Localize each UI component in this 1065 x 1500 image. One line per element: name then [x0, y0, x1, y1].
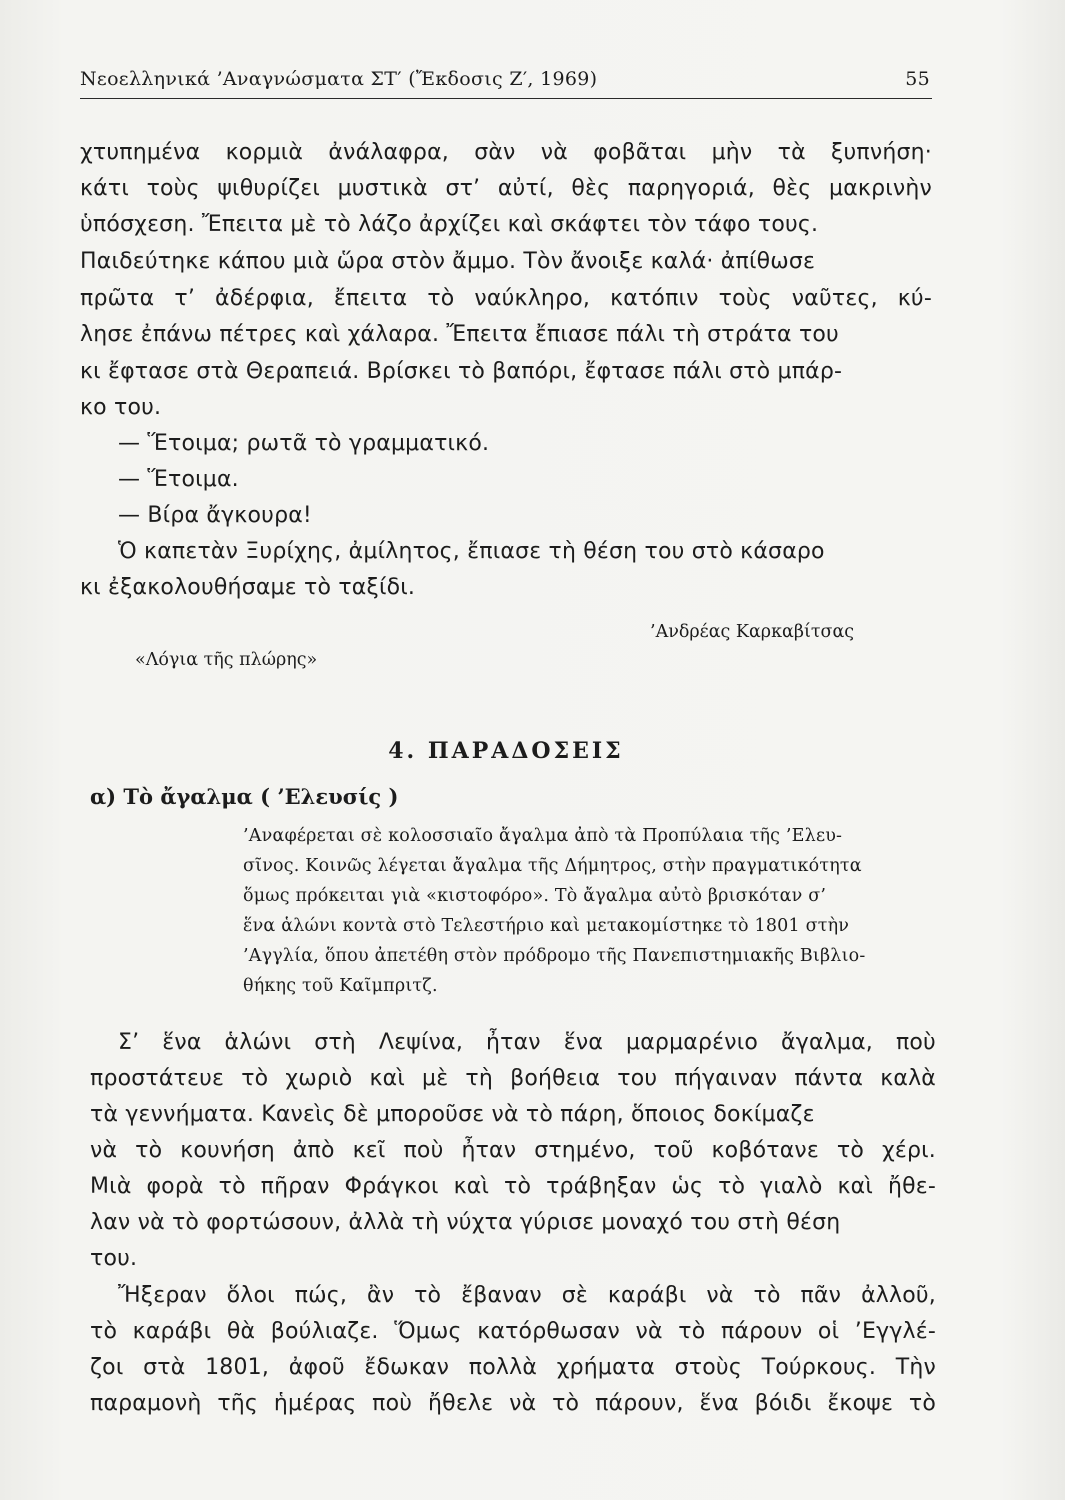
- note-line: σῖνος. Κοινῶς λέγεται ἄγαλμα τῆς Δήμητρος, στὴν πραγματικότητα: [243, 856, 862, 876]
- text-line: Σ’ ἕνα ἁλώνι στὴ Λεψίνα, ἦταν ἕνα μαρμαρένιο ἄγαλμα, ποὺ: [118, 1030, 936, 1055]
- note-line: θήκης τοῦ Καῖμπριτζ.: [243, 976, 438, 996]
- dialogue-line: — Βίρα ἄγκουρα!: [118, 503, 312, 528]
- text-line: λησε ἐπάνω πέτρες καὶ χάλαρα. Ἔπειτα ἔπιασε πάλι τὴ στράτα του: [80, 322, 839, 347]
- dialogue-line: — Ἕτοιμα.: [118, 467, 239, 492]
- note-line: ’Αγγλία, ὅπου ἀπετέθη στὸν πρόδρομο τῆς Πανεπιστημιακῆς Βιβλιο-: [243, 946, 866, 966]
- text-line: πρῶτα τ’ ἀδέρφια, ἔπειτα τὸ ναύκληρο, κατόπιν τοὺς ναῦτες, κύ-: [80, 286, 932, 311]
- author-credit: ’Ανδρέας Καρκαβίτσας: [650, 622, 855, 642]
- text-line: κο του.: [80, 395, 162, 420]
- dialogue-line: — Ἕτοιμα; ρωτᾶ τὸ γραμματικό.: [118, 431, 490, 456]
- text-line: ζοι στὰ 1801, ἀφοῦ ἔδωκαν πολλὰ χρήματα στοὺς Τούρκους. Τὴν: [90, 1355, 936, 1380]
- source-title: «Λόγια τῆς πλώρης»: [135, 650, 318, 670]
- subsection-heading: α) Τὸ ἄγαλμα ( ’Ελευσίς ): [90, 784, 399, 809]
- text-line: Μιὰ φορὰ τὸ πῆραν Φράγκοι καὶ τὸ τράβηξαν ὡς τὸ γιαλὸ καὶ ἤθε-: [90, 1174, 936, 1199]
- note-line: ἕνα ἁλώνι κοντὰ στὸ Τελεστήριο καὶ μετακομίστηκε τὸ 1801 στὴν: [243, 916, 850, 936]
- text-line: χτυπημένα κορμιὰ ἀνάλαφρα, σὰν νὰ φοβᾶται μὴν τὰ ξυπνήση·: [80, 140, 932, 165]
- text-line: Ἤξεραν ὅλοι πώς, ἂν τὸ ἔβαναν σὲ καράβι νὰ τὸ πᾶν ἀλλοῦ,: [118, 1283, 936, 1308]
- text-line: νὰ τὸ κουνήση ἀπὸ κεῖ ποὺ ἦταν στημένο, τοῦ κοβότανε τὸ χέρι.: [90, 1138, 936, 1163]
- text-line: Ὁ καπετὰν Ξυρίχης, ἀμίλητος, ἔπιασε τὴ θέση του στὸ κάσαρο: [118, 539, 825, 564]
- note-line: ’Αναφέρεται σὲ κολοσσιαῖο ἄγαλμα ἀπὸ τὰ Προπύλαια τῆς ’Ελευ-: [243, 826, 843, 846]
- text-line: τὸ καράβι θὰ βούλιαζε. Ὅμως κατόρθωσαν νὰ τὸ πάρουν οἱ ’Εγγλέ-: [90, 1319, 936, 1344]
- text-line: προστάτευε τὸ χωριὸ καὶ μὲ τὴ βοήθεια του πήγαιναν πάντα καλὰ: [90, 1066, 936, 1091]
- text-line: κι ἔφτασε στὰ Θεραπειά. Βρίσκει τὸ βαπόρι, ἔφτασε πάλι στὸ μπάρ-: [80, 359, 843, 384]
- text-line: του.: [90, 1246, 138, 1271]
- text-line: κάτι τοὺς ψιθυρίζει μυστικὰ στ’ αὐτί, θὲς παρηγοριά, θὲς μακρινὴν: [80, 176, 932, 201]
- text-line: τὰ γεννήματα. Κανεὶς δὲ μποροῦσε νὰ τὸ πάρη, ὅποιος δοκίμαζε: [90, 1102, 815, 1127]
- running-header: [80, 64, 932, 99]
- text-line: λαν νὰ τὸ φορτώσουν, ἀλλὰ τὴ νύχτα γύρισε μοναχό του στὴ θέση: [90, 1210, 841, 1235]
- page-number: 55: [905, 68, 930, 90]
- text-line: κι ἐξακολουθήσαμε τὸ ταξίδι.: [80, 575, 416, 600]
- note-line: ὅμως πρόκειται γιὰ «κιστοφόρο». Τὸ ἄγαλμα αὐτὸ βρισκόταν σ’: [243, 886, 827, 906]
- text-line: ὑπόσχεση. Ἔπειτα μὲ τὸ λάζο ἀρχίζει καὶ σκάφτει τὸν τάφο τους.: [80, 212, 819, 237]
- section-heading: 4. ΠΑΡΑΔΟΣΕΙΣ: [388, 738, 624, 764]
- text-line: Παιδεύτηκε κάπου μιὰ ὥρα στὸν ἄμμο. Τὸν ἄνοιξε καλά· ἀπίθωσε: [80, 249, 816, 274]
- header-title: Νεοελληνικά ’Αναγνώσματα ΣΤ′ (Ἔκδοσις Ζ′, 1969): [80, 68, 598, 90]
- text-line: παραμονὴ τῆς ἡμέρας ποὺ ἤθελε νὰ τὸ πάρουν, ἕνα βόιδι ἔκοψε τὸ: [90, 1391, 936, 1416]
